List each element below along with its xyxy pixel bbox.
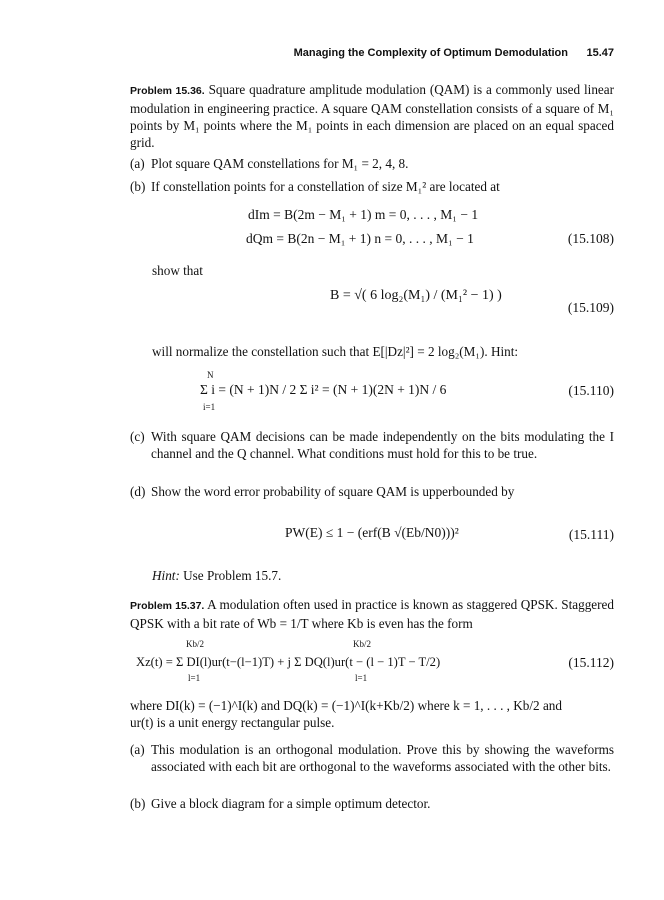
equation-109-number: (15.109) <box>567 300 614 315</box>
hint-text: Use Problem 15.7. <box>183 568 282 583</box>
part-text: Show the word error probability of square QAM is upperbounded by <box>151 484 515 499</box>
page-number: 15.47 <box>586 47 614 59</box>
running-header <box>130 47 614 65</box>
show-that: show that <box>152 263 203 278</box>
hint-line <box>152 567 452 584</box>
part-label: (a) <box>130 742 145 757</box>
part-text: This modulation is an orthogonal modulation. Prove this by showing the waveforms associated with each bit are orthogonal to the waveforms associated with the other bits. <box>151 742 614 774</box>
sum-limit-upper: Kb/2 <box>353 639 371 649</box>
problem-36-label: Problem 15.36. <box>130 85 205 97</box>
sum-limit-upper: N <box>207 370 214 380</box>
part-label: (d) <box>130 484 146 499</box>
where-line-2: ur(t) is a unit energy rectangular pulse. <box>130 715 335 730</box>
part-label: (a) <box>130 156 145 171</box>
problem-37-intro <box>130 596 614 632</box>
problem-36-intro <box>130 81 614 151</box>
part-label: (c) <box>130 429 145 444</box>
equation-110-number: (15.110) <box>568 383 614 398</box>
part-text: With square QAM decisions can be made independently on the bits modulating the I channel and the Q channel. What conditions must hold for this to be true. <box>151 429 614 461</box>
sum-limit-lower: l=1 <box>188 673 201 683</box>
part-label: (b) <box>130 179 146 194</box>
problem-37-part-a <box>130 741 614 775</box>
problem-37-part-b <box>130 795 614 812</box>
equation-112-number: (15.112) <box>568 655 614 670</box>
equation-109: B = √( 6 log₂(M₁) / (M₁² − 1) ) <box>330 288 502 303</box>
sum-limit-lower: i=1 <box>203 402 216 412</box>
equation-108-number: (15.108) <box>567 231 614 246</box>
problem-36-part-a <box>130 155 614 172</box>
part-text: Plot square QAM constellations for M₁ = 2, 4, 8. <box>151 156 409 171</box>
equation-111: PW(E) ≤ 1 − (erf(B √(Eb/N0)))² <box>285 525 459 540</box>
where-line-1: where DI(k) = (−1)^I(k) and DQ(k) = (−1)^I(k+Kb/2) where k = 1, . . . , Kb/2 and <box>130 698 562 713</box>
problem-36-part-c <box>130 428 614 462</box>
sum-limit-upper: Kb/2 <box>186 639 204 649</box>
part-label: (b) <box>130 796 146 811</box>
problem-37-label: Problem 15.37. <box>130 600 205 612</box>
problem-37-text: A modulation often used in practice is known as staggered QPSK. Staggered QPSK with a bit rate of Wb = 1/T where Kb is even has the form <box>130 597 614 631</box>
equation-108-line2: dQm = B(2n − M₁ + 1) n = 0, . . . , M₁ − 1 <box>246 231 474 246</box>
equation-108-line1: dIm = B(2m − M₁ + 1) m = 0, . . . , M₁ − 1 <box>248 207 479 222</box>
hint-label: Hint: <box>152 568 180 583</box>
sum-limit-lower: l=1 <box>355 673 368 683</box>
problem-36-part-d <box>130 483 614 500</box>
part-text: If constellation points for a constellation of size M₁² are located at <box>151 179 500 194</box>
equation-112: Xz(t) = Σ DI(l)ur(t−(l−1)T) + j Σ DQ(l)ur(t − (l − 1)T − T/2) <box>136 655 441 669</box>
running-title: Managing the Complexity of Optimum Demodulation <box>293 47 568 59</box>
equation-111-number: (15.111) <box>568 527 614 542</box>
problem-36-text: Square quadrature amplitude modulation (QAM) is a commonly used linear modulation in engineering practice. A square QAM constellation consists of a square of M₁ points by M₁ points where the M₁ points in each dimension are placed on an equal spaced grid. <box>130 82 615 150</box>
equation-110: Σ i = (N + 1)N / 2 Σ i² = (N + 1)(2N + 1)N / 6 <box>200 382 447 397</box>
part-text: Give a block diagram for a simple optimum detector. <box>151 796 431 811</box>
normalize-text: will normalize the constellation such that E[|Dz|²] = 2 log₂(M₁). Hint: <box>152 344 519 359</box>
problem-36-part-b <box>130 178 614 195</box>
